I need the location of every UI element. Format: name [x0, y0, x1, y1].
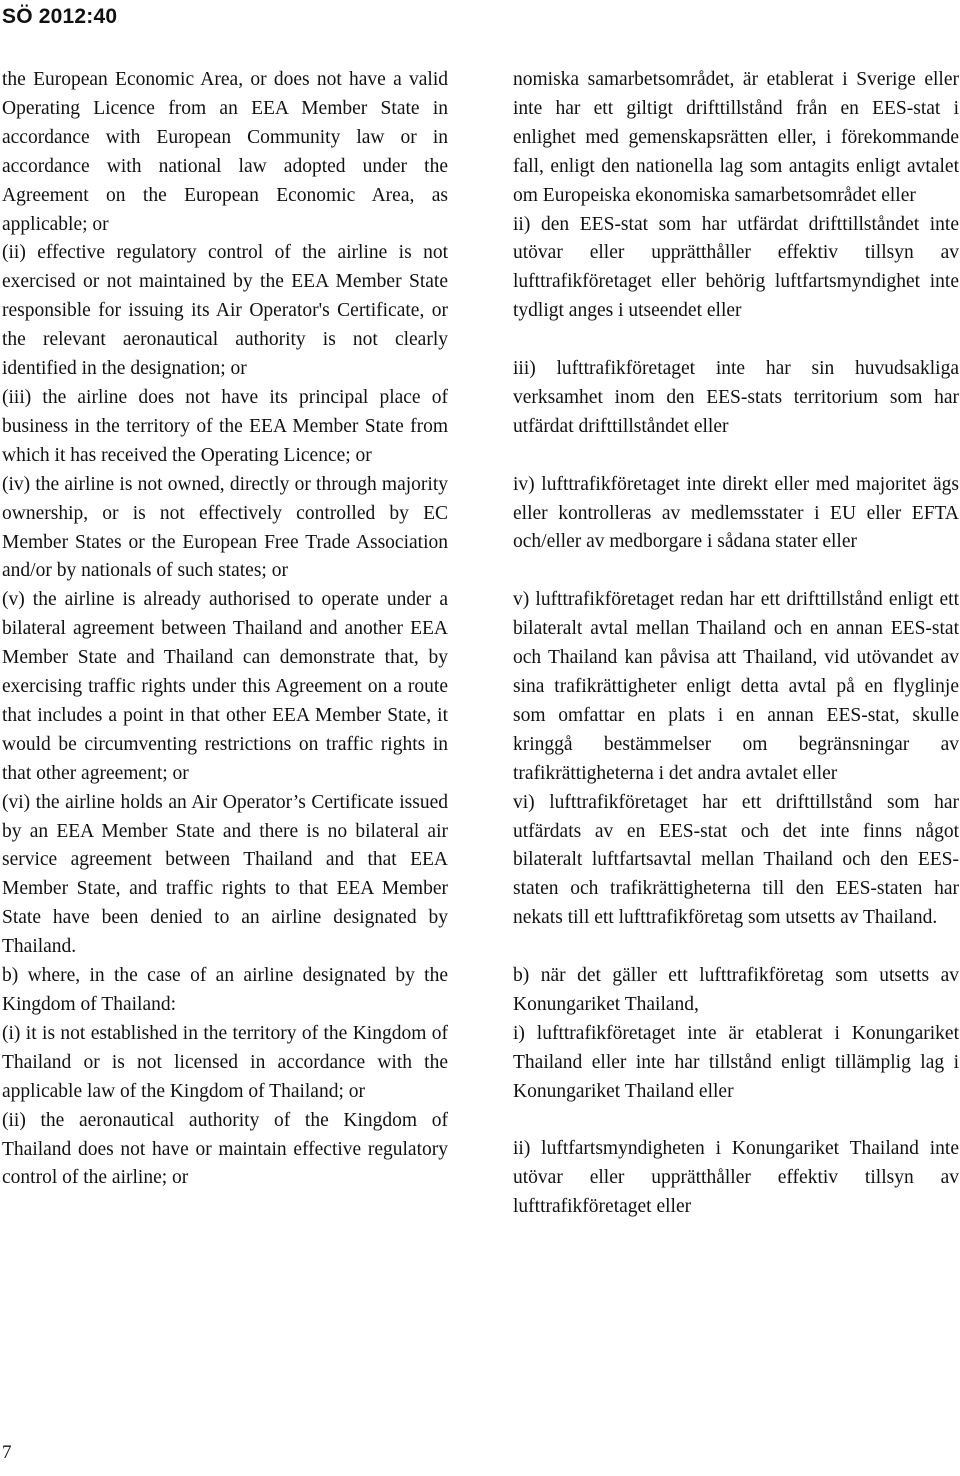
- paragraph-sv-4: iv) lufttrafikföretaget inte direkt eller med majoritet ägs eller kontrolleras av medlemsstater i EU eller EFTA och/eller av medborgare i sådana stater eller: [513, 473, 959, 553]
- paragraph-en-2: (ii) effective regulatory control of the airline is not exercised or not maintained by the EEA Member State responsible for issuing its Air Operator's Certificate, or the relevant aeronautical authority is not clearly identified in the designation; or: [2, 242, 448, 380]
- paragraph-sv-8: i) lufttrafikföretaget inte är etablerat i Konungariket Thailand eller inte har tillstånd enligt tillämplig lag i Konungariket Thailand eller: [513, 1022, 959, 1102]
- paragraph-sv-3: iii) lufttrafikföretaget inte har sin huvudsakliga verksamhet inom den EES-stats territorium som har utfärdat drifttillståndet eller: [513, 358, 959, 437]
- paragraph-sv-6: vi) lufttrafikföretaget har ett drifttillstånd som har utfärdats av en EES-stat och det inte finns något bilateralt luftfartsavtal mellan Thailand och den EES-staten och trafikrättigheterna till den EES-staten har nekats till ett lufttrafikföretag som utsetts av Thailand.: [513, 791, 959, 929]
- swedish-text-column: [513, 66, 959, 1222]
- paragraph-en-9: (ii) the aeronautical authority of the Kingdom of Thailand does not have or maintain effective regulatory control of the airline; or: [2, 1109, 448, 1189]
- paragraph-sv-7: b) när det gäller ett lufttrafikföretag som utsetts av Konungariket Thailand,: [513, 965, 959, 1015]
- paragraph-en-4: (iv) the airline is not owned, directly or through majority ownership, or is not effectively controlled by EC Member States or the European Free Trade Association and/or by nationals of such states; or: [2, 473, 448, 582]
- paragraph-en-7: b) where, in the case of an airline designated by the Kingdom of Thailand:: [2, 965, 448, 1015]
- paragraph-sv-1: nomiska samarbetsområdet, är etablerat i Sverige eller inte har ett giltigt drifttillstånd från en EES-stat i enlighet med gemenskapsrätten eller, i förekommande fall, enligt den nationella lag som antagits enligt avtalet om Europeiska ekonomiska samarbetsområdet eller: [513, 69, 959, 206]
- paragraph-sv-5: v) lufttrafikföretaget redan har ett drifttillstånd enligt ett bilateralt avtal mellan Thailand och en annan EES-stat och Thailand kan påvisa att Thailand, vid utövandet av sina trafikrättigheter enligt detta avtal på en flyglinje som omfattar en plats i en annan EES-stat, skulle kringgå bestämmelser om begränsningar av trafikrättigheterna i det andra avtalet eller: [513, 589, 959, 784]
- paragraph-en-1: the European Economic Area, or does not have a valid Operating Licence from an EEA Member State in accordance with European Community law or in accordance with national law adopted under the Agreement on the European Economic Area, as applicable; or: [2, 69, 448, 235]
- paragraph-sv-2: ii) den EES-stat som har utfärdat drifttillståndet inte utövar eller upprätthåller effektiv tillsyn av lufttrafikföretaget eller behörig luftfartsmyndighet inte tydligt anges i utseendet eller: [513, 213, 959, 322]
- page-number: 7: [2, 1442, 12, 1463]
- paragraph-en-6: (vi) the airline holds an Air Operator’s Certificate issued by an EEA Member State and there is no bilateral air service agreement between Thailand and that EEA Member State, and traffic rights to that EEA Member State have been denied to an airline designated by Thailand.: [2, 791, 448, 958]
- document-id-header: SÖ 2012:40: [2, 5, 118, 28]
- paragraph-en-3: (iii) the airline does not have its principal place of business in the territory of the EEA Member State from which it has received the Operating Licence; or: [2, 386, 448, 466]
- paragraph-en-8: (i) it is not established in the territory of the Kingdom of Thailand or is not licensed in accordance with the applicable law of the Kingdom of Thailand; or: [2, 1022, 448, 1102]
- english-text-column: [2, 66, 448, 1193]
- paragraph-en-5: (v) the airline is already authorised to operate under a bilateral agreement between Thailand and another EEA Member State and Thailand can demonstrate that, by exercising traffic rights under this Agreement on a route that includes a point in that other EEA Member State, it would be circumventing restrictions on traffic rights in that other agreement; or: [2, 589, 448, 784]
- paragraph-sv-9: ii) luftfartsmyndigheten i Konungariket Thailand inte utövar eller upprätthåller effektiv tillsyn av lufttrafikföretaget eller: [513, 1138, 959, 1218]
